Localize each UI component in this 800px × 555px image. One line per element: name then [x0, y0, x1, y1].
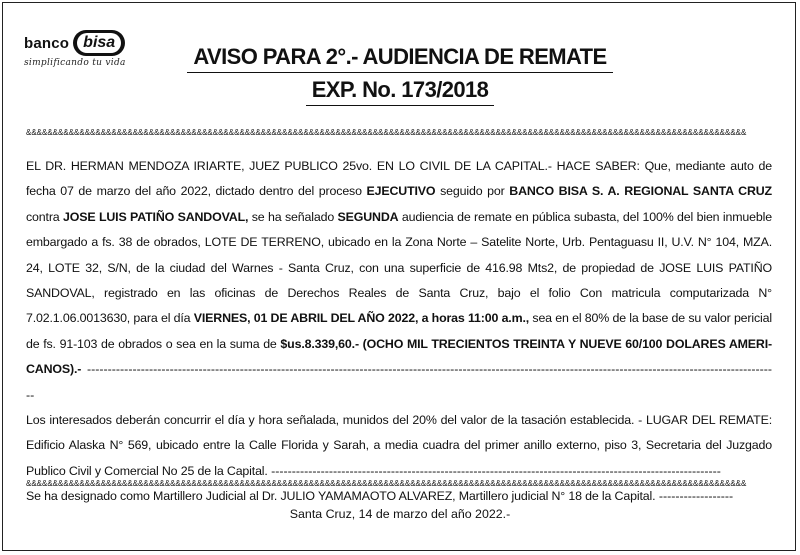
text-span: audiencia de remate en pública subasta, del 100% del bien inmueble embargado a fs. 38 de obrados, LOTE DE TERRENO, ubicado en la Zona Norte – Satelite Norte, Urb. Pentaguasu II, U.V. N° 104, MZA. 24, LOTE 32, S/N, de la ciudad del Warnes - Santa Cruz, con una superficie de 416.98 Mts2, de propiedad de JOSE LUIS PATIÑO SANDOVAL, registrado en las oficinas de Derechos Reales de Santa Cruz, bajo el folio Con matricula computarizada N° 7.02.1.06.0013630, para el día [26, 209, 772, 326]
title-line-1: AVISO PARA 2°.- AUDIENCIA DE REMATE [187, 42, 612, 73]
title-line-2: EXP. No. 173/2018 [306, 75, 495, 106]
bold-span: $us.8.339,60.- (OCHO MIL TRECIENTOS TREINTA Y NUEVE 60/100 DOLARES AMERI-CANOS).- [26, 336, 772, 377]
logo-badge-text: bisa [77, 33, 121, 53]
logo-badge [73, 30, 125, 56]
bold-span: EJECUTIVO [366, 184, 436, 199]
text-span: Se ha designado como Martillero Judicial al Dr. JULIO YAMAMAOTO ALVAREZ, Martillero judicial N° 18 de la Capital. [26, 489, 656, 504]
text-span: se ha señalado [248, 209, 338, 224]
paragraph-location [26, 408, 772, 484]
notice-title [180, 42, 620, 106]
logo-tagline: simplificando tu vida [24, 58, 126, 68]
text-span: EL DR. HERMAN MENDOZA IRIARTE, JUEZ PUBLICO 25vo. EN LO CIVIL DE LA CAPITAL.- HACE SABER: Que, mediante auto de fecha 07 de marzo del año 2022, dictado dentro del proceso [26, 159, 772, 199]
bold-span: BANCO BISA S. A. REGIONAL SANTA CRUZ [509, 184, 772, 199]
separator-bottom: &&&&&&&&&&&&&&&&&&&&&&&&&&&&&&&&&&&&&&&&&&&&&&&&&&&&&&&&&&&&&&&&&&&&&&&&&&&&&&&&&&&&&&&&&&&&&&&&&&&&&&&&&&&&&&&&&&&&&&&&&&&&&&&&&&&&&&& [26, 479, 747, 488]
dash-filler: ------------------------------------------------------------------------------------------------------------- [267, 463, 721, 478]
notice-body [26, 154, 772, 510]
paragraph-auction-details [26, 154, 772, 408]
bold-span: VIERNES, 01 DE ABRIL DEL AÑO 2022, a horas 11:00 a.m., [193, 311, 530, 326]
bold-span: JOSE LUIS PATIÑO SANDOVAL, [63, 209, 249, 224]
separator-top: &&&&&&&&&&&&&&&&&&&&&&&&&&&&&&&&&&&&&&&&&&&&&&&&&&&&&&&&&&&&&&&&&&&&&&&&&&&&&&&&&&&&&&&&&&&&&&&&&&&&&&&&&&&&&&&&&&&&&&&&&&&&&&&&&&&&&&& [26, 128, 747, 137]
dash-filler: ------------------ [655, 489, 734, 504]
text-span: seguido por [435, 184, 510, 199]
bank-logo [24, 30, 144, 80]
text-span: sea en el 80% de la base de su valor pericial de fs. 91-103 de obrados o sea en la suma de [26, 311, 772, 351]
date-line: Santa Cruz, 14 de marzo del año 2022.- [289, 507, 511, 521]
text-span: Los interesados deberán concurrir el día y hora señalada, munidos del 20% del valor de la tasación establecida. - LUGAR DEL REMATE: Edificio Alaska N° 569, ubicado entre la Calle Florida y Sarah, a media cuadra del primer anillo externo, piso 3, Secretaria del Juzgado Publico Civil y Comercial No 25 de la Capital. [26, 413, 772, 478]
logo-word: banco [24, 34, 70, 52]
text-span: contra [26, 209, 64, 224]
dash-filler: ------------------------------------------------------------------------------------------------------------------------------------------------------------------------ [26, 362, 772, 402]
bold-span: SEGUNDA [337, 209, 399, 224]
